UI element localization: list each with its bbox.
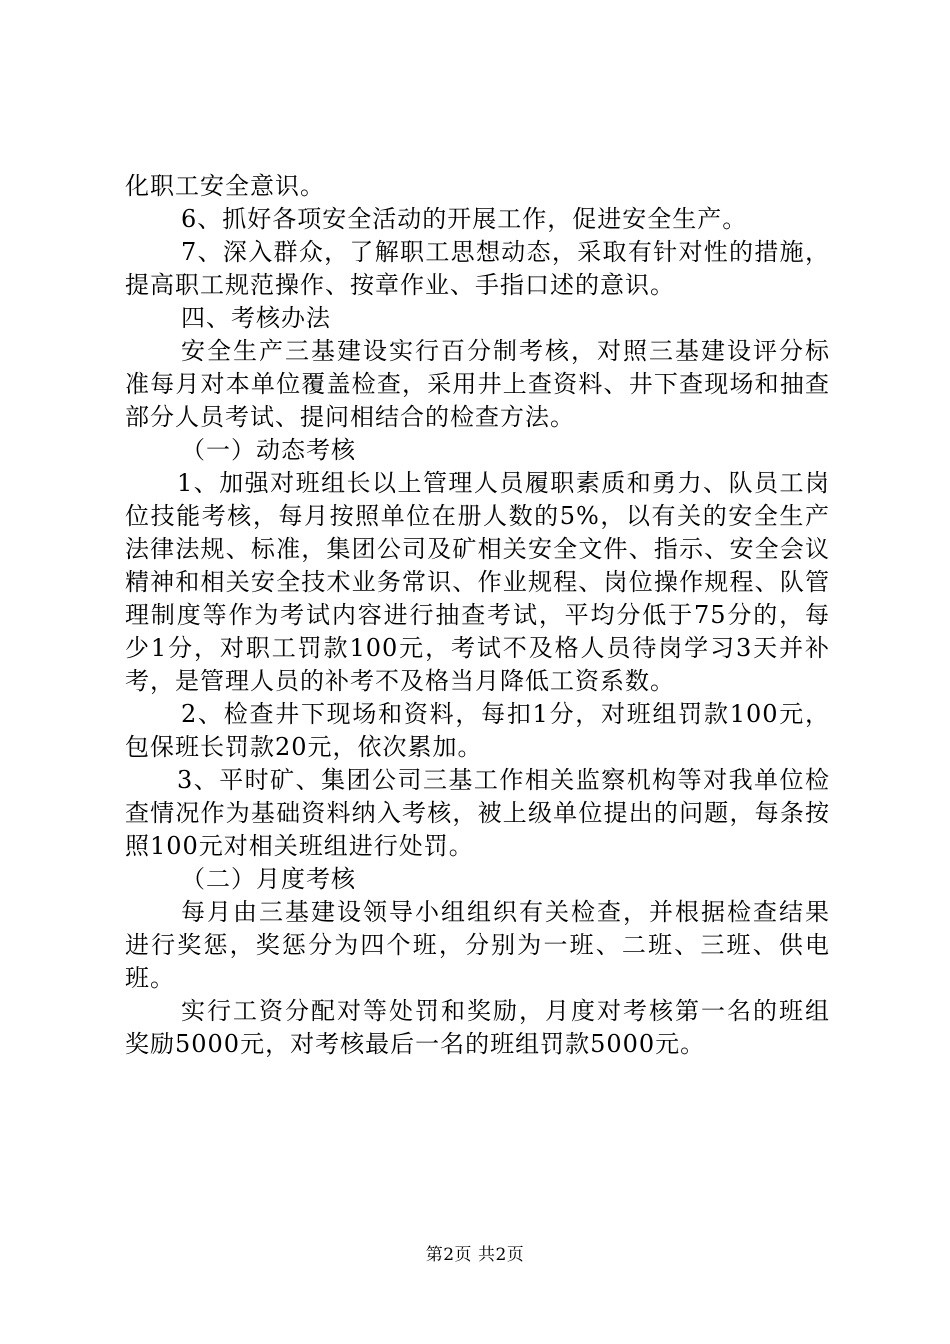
paragraph-assessment-intro: 安全生产三基建设实行百分制考核，对照三基建设评分标准每月对本单位覆盖检查，采用井上查资料、井下查现场和抽查部分人员考试、提问相结合的检查方法。 [125,337,830,431]
paragraph-dynamic-item-2: 2、检查井下现场和资料，每扣1分，对班组罚款100元，包保班长罚款20元，依次累加。 [125,700,830,761]
page-footer [0,1243,950,1267]
paragraph-dynamic-item-3: 3、平时矿、集团公司三基工作相关监察机构等对我单位检查情况作为基础资料纳入考核，被上级单位提出的问题，每条按照100元对相关班组进行处罚。 [125,766,830,860]
section-heading-assessment: 四、考核办法 [181,304,331,332]
paragraph-monthly-check: 每月由三基建设领导小组组织有关检查，并根据检查结果进行奖惩，奖惩分为四个班，分别为一班、二班、三班、供电班。 [125,898,830,992]
page-number-label: 第2页 共2页 [425,1245,525,1265]
subsection-heading-dynamic: （一）动态考核 [181,436,356,464]
paragraph-monthly-reward: 实行工资分配对等处罚和奖励，月度对考核第一名的班组奖励5000元，对考核最后一名的班组罚款5000元。 [125,997,830,1058]
paragraph-item-7: 7、深入群众，了解职工思想动态，采取有针对性的措施，提高职工规范操作、按章作业、手指口述的意识。 [125,238,830,299]
paragraph-continuation: 化职工安全意识。 [125,172,325,200]
subsection-heading-monthly: （二）月度考核 [181,865,356,893]
document-body [125,170,830,1061]
paragraph-item-6: 6、抓好各项安全活动的开展工作，促进安全生产。 [181,205,748,233]
paragraph-dynamic-item-1: 1、加强对班组长以上管理人员履职素质和勇力、队员工岗位技能考核，每月按照单位在册人数的5%，以有关的安全生产法律法规、标准，集团公司及矿相关安全文件、指示、安全会议精神和相关安全技术业务常识、作业规程、岗位操作规程、队管理制度等作为考试内容进行抽查考试，平均分低于75分的，每少1分，对职工罚款100元，考试不及格人员待岗学习3天并补考，是管理人员的补考不及格当月降低工资系数。 [125,469,830,695]
